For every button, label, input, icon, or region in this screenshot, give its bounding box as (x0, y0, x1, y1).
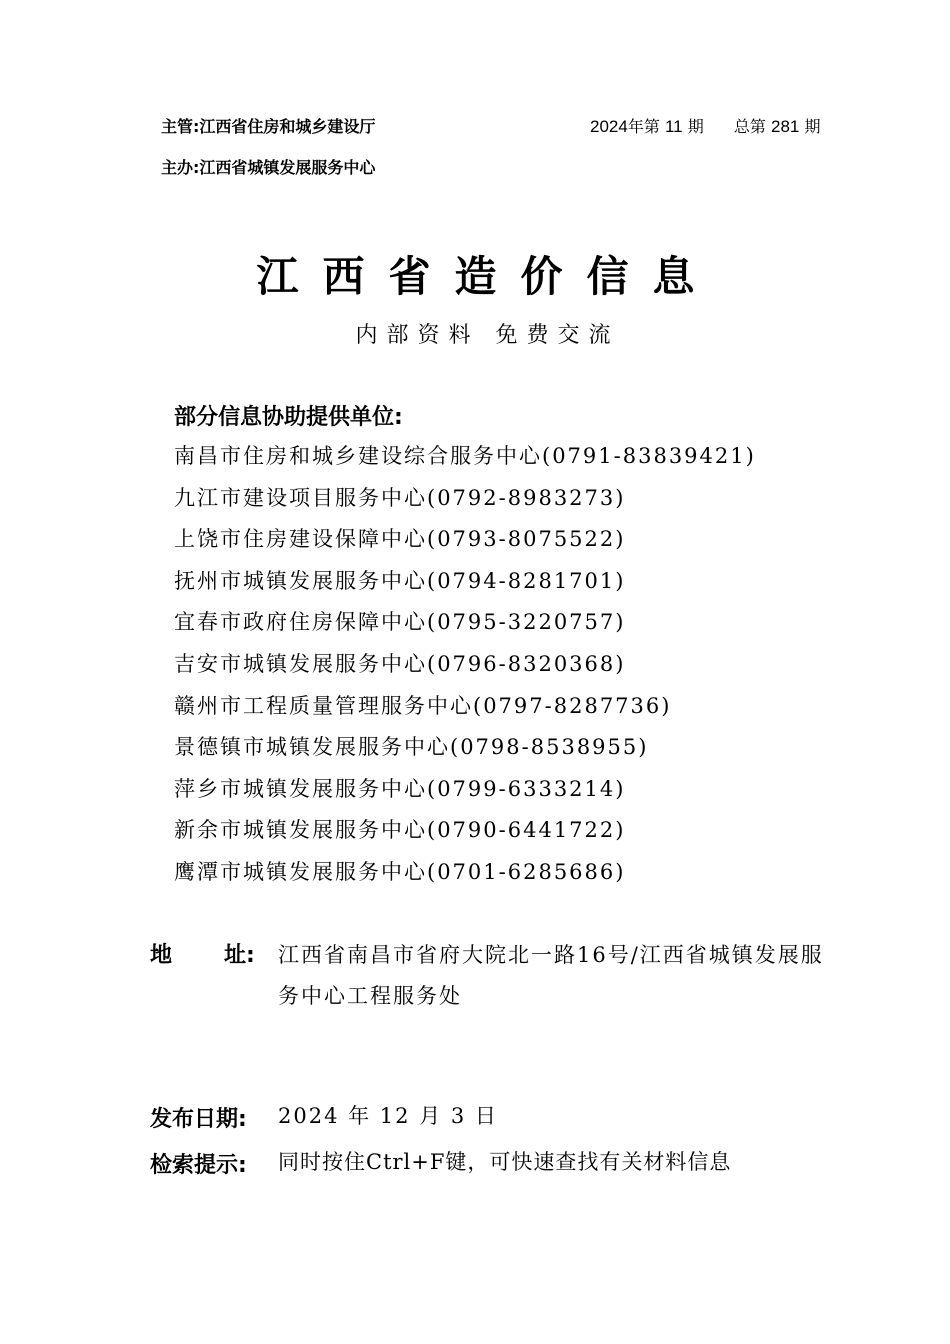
issue-number: 11 (664, 117, 683, 136)
provider-item: 萍乡市城镇发展服务中心(0799-6333214) (174, 776, 626, 801)
issue-year-label: 年第 (627, 117, 660, 136)
page-title: 江西省造价信息 (256, 252, 719, 301)
issue-year: 2024 (590, 117, 628, 136)
page-subtitle: 内部资料 免费交流 (355, 323, 620, 348)
provider-item: 九江市建设项目服务中心(0792-8983273) (174, 485, 626, 510)
total-label: 期 (804, 117, 821, 136)
total-number: 281 (771, 117, 800, 136)
organizer-line: 主办:江西省城镇发展服务中心 (161, 158, 376, 177)
supervisor-line: 主管:江西省住房和城乡建设厅 (161, 117, 376, 136)
issue-info (590, 114, 820, 137)
provider-item: 景德镇市城镇发展服务中心(0798-8538955) (174, 735, 649, 760)
provider-item: 鹰潭市城镇发展服务中心(0701-6285686) (174, 859, 626, 884)
provider-item: 新余市城镇发展服务中心(0790-6441722) (174, 818, 626, 843)
provider-item: 吉安市城镇发展服务中心(0796-8320368) (174, 651, 626, 676)
search-tip-value: 同时按住Ctrl+F键，可快速查找有关材料信息 (278, 1150, 732, 1174)
providers-heading: 部分信息协助提供单位: (174, 405, 403, 430)
release-date-value: 2024 年 12 月 3 日 (278, 1104, 498, 1128)
release-date-label: 发布日期: (150, 1107, 247, 1132)
address-label (150, 938, 255, 969)
provider-item: 上饶市住房建设保障中心(0793-8075522) (174, 527, 626, 552)
provider-list (174, 438, 756, 896)
provider-item: 赣州市工程质量管理服务中心(0797-8287736) (174, 693, 672, 718)
address-label-first: 地 (150, 943, 173, 968)
address-label-second: 址: (224, 943, 255, 968)
provider-item: 南昌市住房和城乡建设综合服务中心(0791-83839421) (174, 444, 756, 468)
address-value: 江西省南昌市省府大院北一路16号/江西省城镇发展服务中心工程服务处 (278, 943, 824, 1008)
provider-item: 抚州市城镇发展服务中心(0794-8281701) (174, 568, 626, 593)
search-tip-label: 检索提示: (150, 1153, 247, 1178)
provider-item: 宜春市政府住房保障中心(0795-3220757) (174, 610, 626, 635)
total-prefix: 总第 (733, 117, 766, 136)
issue-label: 期 (687, 117, 704, 136)
